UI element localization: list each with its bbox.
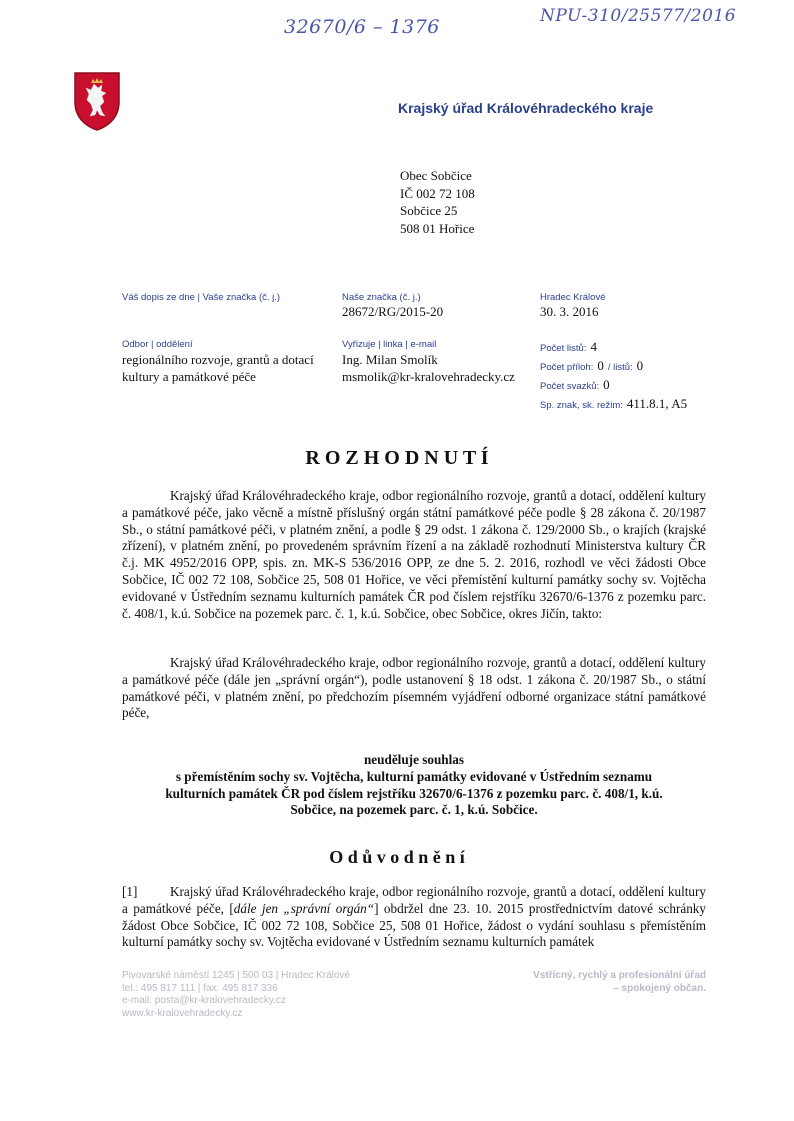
- reasoning-title: O d ů v o d n ě n í: [329, 847, 465, 867]
- decision-line: Sobčice, na pozemek parc. č. 1, k.ú. Sobčice.: [290, 802, 538, 818]
- intro-paragraph: Krajský úřad Královéhradeckého kraje, odbor regionálního rozvoje, grantů a dotací, oddělení kultury a památkové péče, jako věcně a místně příslušný orgán státní památkové péče podle § 28 zákona č. 20/1987 Sb., o státní památkové péči, v platném znění, a podle § 29 odst. 1 zákona č. 129/2000 Sb., o krajích (krajské zřízení), v platném znění, po provedeném správním řízení a na základě rozhodnutí Ministerstva kultury ČR č.j. MK 4952/2016 OPP, spis. zn. MK-S 536/2016 OPP, ze dne 5. 2. 2016, rozhodl ve věci žádosti Obce Sobčice, IČ 002 72 108, Sobčice 25, 508 01 Hořice, ve věci přemístění kulturní památky sochy sv. Vojtěcha evidované v Ústředním seznamu kulturních památek ČR pod číslem rejstříku 32670/6-1376 z pozemku parc. č. 408/1, k.ú. Sobčice na pozemek parc. č. 1, k.ú. Sobčice, obec Sobčice, okres Jičín, takto:: [122, 488, 706, 621]
- authority-paragraph: Krajský úřad Královéhradeckého kraje, odbor regionálního rozvoje, grantů a dotací, oddělení kultury a památkové péče (dále jen „správní orgán“), podle ustanovení § 18 odst. 1 zákona č. 20/1987 Sb., o státní památkové péči, v platném znění, po předchozím písemném vyjádření odborné organizace státní památkové péče,: [122, 655, 706, 721]
- date-value: 30. 3. 2016: [540, 304, 599, 319]
- contact-label: Vyřizuje | linka | e-mail: [342, 339, 437, 350]
- attachment-sheets-value: 0: [636, 358, 644, 373]
- attachment-sheets-label: / listů:: [607, 362, 633, 373]
- paragraph-number: [1]: [122, 884, 138, 899]
- coat-of-arms-icon: [72, 70, 122, 132]
- reasoning-text-italic: dále jen „správní orgán“: [233, 900, 375, 916]
- recipient-line: 508 01 Hořice: [400, 220, 475, 236]
- footer-address: Pivovarské náměstí 1245 | 500 03 | Hradec Králové: [122, 970, 351, 981]
- recipient-line: Obec Sobčice: [400, 168, 472, 183]
- reasoning-text-a: Krajský úřad Královéhradeckého kraje, odbor regionálního rozvoje, grantů a dotací, oddělení kultury a památkové péče, [: [122, 884, 706, 916]
- department-label: Odbor | oddělení: [122, 339, 193, 350]
- volumes-value: 0: [603, 377, 610, 392]
- attachments-value: 0: [597, 358, 604, 373]
- handwritten-reference-right: NPU-310/25577/2016: [540, 6, 737, 26]
- reasoning-text-b: ] obdržel dne 23. 10. 2015 prostřednictvím datové schránky žádost Obce Sobčice, IČ 002 72 108, Sobčice 25, 508 01 Hořice, žádost o vydání souhlasu s přemístěním kulturní památky sochy sv. Vojtěcha evidované v Ústředním seznamu kulturních památek: [122, 900, 706, 950]
- decision-statement: [122, 752, 706, 819]
- file-code-label: Sp. znak, sk. režim:: [540, 400, 623, 411]
- recipient-address: [400, 167, 475, 237]
- our-ref-label: Naše značka (č. j.): [342, 292, 421, 303]
- department-value: regionálního rozvoje, grantů a dotací kultury a památkové péče: [122, 352, 314, 384]
- decision-line: s přemístěním sochy sv. Vojtěcha, kulturní památky evidované v Ústředním seznamu: [175, 768, 653, 784]
- authority-name: Krajský úřad Královéhradeckého kraje: [398, 100, 654, 116]
- footer-contact: [122, 970, 350, 1020]
- footer-website: www.kr-kralovehradecky.cz: [122, 1007, 243, 1019]
- footer-phone: tel.: 495 817 111 | fax: 495 817 336: [122, 982, 278, 994]
- document-title: R O Z H O D N U T Í: [305, 447, 489, 469]
- reasoning-paragraph: [122, 884, 706, 951]
- footer-motto: [533, 970, 706, 995]
- sheets-label: Počet listů:: [540, 343, 587, 354]
- handwritten-reference-left: 32670/6 – 1376: [284, 16, 440, 38]
- contact-value: Ing. Milan Smolík msmolik@kr-kralovehradecky.cz: [342, 352, 515, 384]
- recipient-line: Sobčice 25: [400, 203, 458, 218]
- footer-motto-line: – spokojený občan.: [613, 982, 706, 994]
- recipient-line: IČ 002 72 108: [400, 185, 475, 201]
- footer-email: e-mail: posta@kr-kralovehradecky.cz: [122, 995, 286, 1006]
- footer-motto-line: Vstřícný, rychlý a profesionální úřad: [533, 970, 706, 981]
- file-info: [540, 338, 687, 414]
- your-ref-label: Váš dopis ze dne | Vaše značka (č. j.): [122, 292, 281, 303]
- decision-line: kulturních památek ČR pod číslem rejstříku 32670/6-1376 z pozemku parc. č. 408/1, k.ú.: [165, 785, 663, 801]
- volumes-label: Počet svazků:: [540, 381, 600, 392]
- decision-line: neuděluje souhlas: [363, 752, 465, 767]
- our-ref-value: 28672/RG/2015-20: [342, 304, 444, 319]
- attachments-label: Počet příloh:: [540, 362, 594, 373]
- sheets-value: 4: [590, 339, 597, 354]
- place-label: Hradec Králové: [540, 292, 606, 303]
- file-code-value: 411.8.1, A5: [626, 396, 688, 411]
